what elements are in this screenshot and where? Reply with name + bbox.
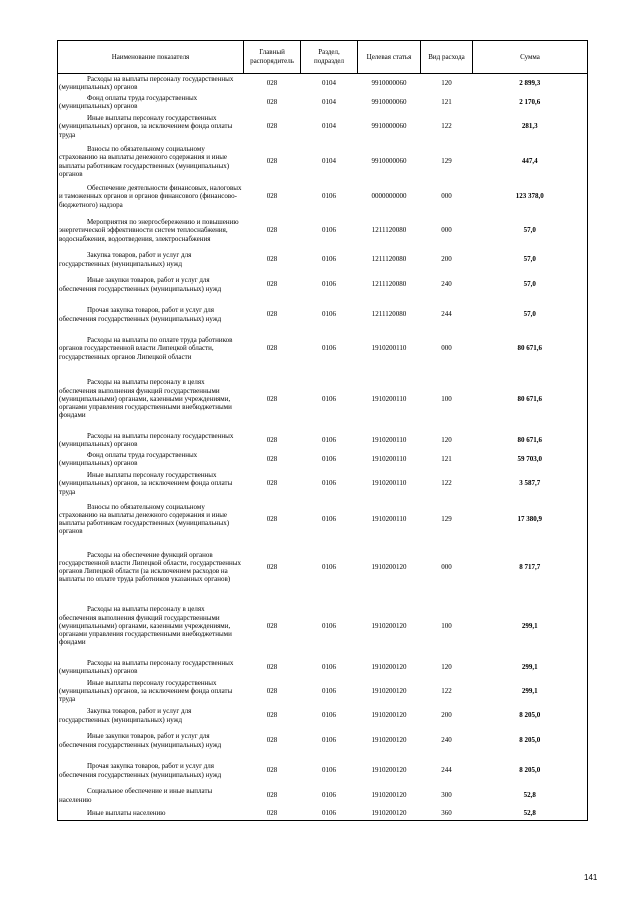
- row-amount: 57,0: [523, 310, 536, 319]
- row-expense-type: 129: [441, 157, 452, 166]
- row-main-manager: 028: [266, 686, 278, 695]
- row-amount: 52,8: [523, 791, 536, 800]
- row-expense-type: 100: [441, 394, 452, 403]
- row-target-item: 1211120080: [371, 310, 407, 319]
- table-row: [58, 74, 588, 93]
- row-section: 0104: [322, 79, 336, 88]
- table-row: [58, 112, 588, 142]
- row-indicator-name: Взносы по обязательному социальному страхованию на выплаты денежного содержания и иные выплаты работникам государственных (муниципальных) органов: [59, 502, 230, 536]
- table-row: [58, 726, 588, 756]
- row-target-item: 9910000060: [371, 79, 407, 88]
- row-amount: 80 671,6: [517, 344, 542, 353]
- table-row: [58, 270, 588, 300]
- row-amount: 57,0: [523, 280, 536, 289]
- table-row: [58, 300, 588, 330]
- row-indicator-name: Закупка товаров, работ и услуг для государственных (муниципальных) нужд: [59, 707, 192, 724]
- row-amount: 281,3: [521, 122, 538, 131]
- table-row: [58, 756, 588, 786]
- row-expense-type: 121: [441, 97, 452, 106]
- row-target-item: 1910200110: [371, 479, 407, 488]
- row-expense-type: 000: [441, 192, 452, 201]
- row-section: 0106: [322, 255, 336, 264]
- row-amount: 447,4: [521, 157, 538, 166]
- row-indicator-name: Иные закупки товаров, работ и услуг для обеспечения государственных (муниципальных) нужд: [59, 276, 222, 293]
- row-amount: 2 899,3: [519, 79, 541, 88]
- row-indicator-name: Иные выплаты персоналу государственных (муниципальных) органов, за исключением фонда оплаты труда: [59, 678, 233, 704]
- row-main-manager: 028: [266, 662, 278, 671]
- row-indicator-name: Взносы по обязательному социальному страхованию на выплаты денежного содержания и иные выплаты работникам государственных (муниципальных) органов: [59, 145, 230, 178]
- row-expense-type: 129: [441, 514, 452, 523]
- row-target-item: 1910200120: [371, 686, 407, 695]
- row-indicator-name: Прочая закупка товаров, работ и услуг для обеспечения государственных (муниципальных) нужд: [59, 762, 222, 779]
- row-section: 0106: [322, 479, 336, 488]
- row-section: 0106: [322, 344, 336, 353]
- row-section: 0106: [322, 686, 336, 695]
- row-indicator-name: Прочая закупка товаров, работ и услуг для обеспечения государственных (муниципальных) нужд: [59, 306, 222, 323]
- row-amount: 8 205,0: [519, 736, 541, 745]
- row-main-manager: 028: [266, 122, 278, 131]
- row-target-item: 1910200120: [371, 562, 407, 571]
- table-row: [58, 469, 588, 499]
- row-main-manager: 028: [266, 97, 278, 106]
- page-number: 141: [584, 873, 598, 882]
- row-expense-type: 120: [441, 79, 452, 88]
- row-expense-type: 100: [441, 621, 452, 630]
- row-amount: 299,1: [521, 686, 538, 695]
- table-row: [58, 368, 588, 431]
- row-section: 0104: [322, 157, 336, 166]
- row-expense-type: 120: [441, 435, 452, 444]
- row-main-manager: 028: [266, 280, 278, 289]
- row-amount: 3 587,7: [519, 479, 541, 488]
- table-header-row: [58, 41, 588, 74]
- row-section: 0106: [322, 226, 336, 235]
- row-section: 0106: [322, 662, 336, 671]
- table-row: [58, 499, 588, 540]
- budget-table: [57, 40, 588, 821]
- row-section: 0106: [322, 711, 336, 720]
- row-target-item: 1910200120: [371, 766, 407, 775]
- row-section: 0106: [322, 766, 336, 775]
- row-section: 0106: [322, 435, 336, 444]
- row-expense-type: 200: [441, 711, 452, 720]
- row-main-manager: 028: [266, 226, 278, 235]
- row-amount: 299,1: [521, 621, 538, 630]
- row-expense-type: 120: [441, 662, 452, 671]
- row-main-manager: 028: [266, 791, 278, 800]
- table-row: [58, 706, 588, 726]
- table-row: [58, 677, 588, 706]
- row-main-manager: 028: [266, 394, 278, 403]
- table-row: [58, 93, 588, 112]
- table-row: [58, 806, 588, 821]
- row-indicator-name: Фонд оплаты труда государственных (муниципальных) органов: [59, 450, 198, 467]
- header-section: Раздел, подраздел: [301, 41, 358, 74]
- row-indicator-name: Расходы на выплаты персоналу государственных (муниципальных) органов: [59, 658, 234, 675]
- row-main-manager: 028: [266, 310, 278, 319]
- row-target-item: 9910000060: [371, 122, 407, 131]
- row-indicator-name: Мероприятия по энергосбережению и повышению энергетической эффективности систем теплоснабжения, водоснабжения, водоотведения, электроснабжения: [59, 218, 239, 243]
- row-main-manager: 028: [266, 255, 278, 264]
- row-amount: 80 671,6: [517, 435, 542, 444]
- row-indicator-name: Расходы на выплаты по оплате труда работников органов государственной власти Липецкой области, государственных органов Липецкой области: [59, 336, 233, 361]
- table-row: [58, 431, 588, 450]
- table-row: [58, 182, 588, 212]
- row-target-item: 1211120080: [371, 280, 407, 289]
- row-target-item: 1910200110: [371, 454, 407, 463]
- row-target-item: 1910200120: [371, 621, 407, 630]
- row-expense-type: 360: [441, 808, 452, 817]
- row-indicator-name: Расходы на выплаты персоналу государственных (муниципальных) органов: [59, 75, 234, 92]
- row-main-manager: 028: [266, 736, 278, 745]
- table-row: [58, 330, 588, 368]
- row-expense-type: 300: [441, 791, 452, 800]
- row-amount: 8 205,0: [519, 766, 541, 775]
- row-target-item: 1910200120: [371, 711, 407, 720]
- header-indicator-name: Наименование показателя: [58, 41, 244, 74]
- row-section: 0104: [322, 97, 336, 106]
- row-amount: 59 703,0: [517, 454, 542, 463]
- row-amount: 57,0: [523, 255, 536, 264]
- row-section: 0106: [322, 394, 336, 403]
- row-expense-type: 122: [441, 479, 452, 488]
- row-indicator-name: Обеспечение деятельности финансовых, налоговых и таможенных органов и органов финансового (финансово-бюджетного) надзора: [59, 184, 242, 209]
- row-section: 0106: [322, 454, 336, 463]
- row-main-manager: 028: [266, 514, 278, 523]
- row-main-manager: 028: [266, 562, 278, 571]
- row-target-item: 1910200110: [371, 344, 407, 353]
- row-target-item: 1910200120: [371, 791, 407, 800]
- row-target-item: 1211120080: [371, 226, 407, 235]
- row-main-manager: 028: [266, 479, 278, 488]
- row-amount: 2 170,6: [519, 97, 541, 106]
- row-section: 0106: [322, 514, 336, 523]
- row-amount: 57,0: [523, 226, 536, 235]
- row-main-manager: 028: [266, 711, 278, 720]
- row-indicator-name: Расходы на выплаты персоналу в целях обеспечения выполнения функций государственными (муниципальными) органами, казенными учреждениями, органами управления государственными внебюджетными фондами: [59, 378, 232, 420]
- row-section: 0106: [322, 310, 336, 319]
- row-expense-type: 122: [441, 122, 452, 131]
- row-indicator-name: Закупка товаров, работ и услуг для государственных (муниципальных) нужд: [59, 251, 192, 268]
- table-row: [58, 540, 588, 595]
- row-amount: 80 671,6: [517, 394, 542, 403]
- row-indicator-name: Иные выплаты персоналу государственных (муниципальных) органов, за исключением фонда оплаты труда: [59, 471, 233, 496]
- row-expense-type: 244: [441, 310, 452, 319]
- row-section: 0106: [322, 280, 336, 289]
- table-row: [58, 450, 588, 469]
- row-main-manager: 028: [266, 157, 278, 166]
- row-section: 0106: [322, 562, 336, 571]
- row-target-item: 1910200120: [371, 808, 407, 817]
- row-expense-type: 121: [441, 454, 452, 463]
- row-section: 0106: [322, 791, 336, 800]
- row-main-manager: 028: [266, 454, 278, 463]
- row-main-manager: 028: [266, 435, 278, 444]
- row-expense-type: 240: [441, 280, 452, 289]
- row-main-manager: 028: [266, 808, 278, 817]
- row-amount: 123 378,0: [515, 192, 544, 201]
- row-main-manager: 028: [266, 79, 278, 88]
- row-main-manager: 028: [266, 192, 278, 201]
- header-expense-type: Вид расхода: [421, 41, 473, 74]
- row-indicator-name: Социальное обеспечение и иные выплаты населению: [59, 787, 213, 804]
- row-section: 0106: [322, 808, 336, 817]
- header-amount: Сумма: [473, 41, 588, 74]
- header-main-manager: Главный распорядитель: [244, 41, 301, 74]
- row-expense-type: 240: [441, 736, 452, 745]
- row-target-item: 1910200110: [371, 435, 407, 444]
- row-target-item: 1910200110: [371, 394, 407, 403]
- row-section: 0106: [322, 736, 336, 745]
- row-amount: 8 205,0: [519, 711, 541, 720]
- row-main-manager: 028: [266, 766, 278, 775]
- row-amount: 8 717,7: [519, 562, 541, 571]
- row-expense-type: 000: [441, 226, 452, 235]
- row-section: 0106: [322, 621, 336, 630]
- row-amount: 17 380,9: [517, 514, 542, 523]
- header-target-item: Целевая статья: [358, 41, 421, 74]
- row-expense-type: 000: [441, 344, 452, 353]
- row-target-item: 1211120080: [371, 255, 407, 264]
- row-target-item: 9910000060: [371, 157, 407, 166]
- row-target-item: 0000000000: [371, 192, 407, 201]
- row-section: 0104: [322, 122, 336, 131]
- row-amount: 299,1: [521, 662, 538, 671]
- budget-table-sheet: [57, 40, 587, 821]
- table-row: [58, 142, 588, 182]
- row-section: 0106: [322, 192, 336, 201]
- row-target-item: 1910200120: [371, 662, 407, 671]
- row-main-manager: 028: [266, 344, 278, 353]
- row-indicator-name: Иные закупки товаров, работ и услуг для обеспечения государственных (муниципальных) нужд: [59, 732, 222, 749]
- row-main-manager: 028: [266, 621, 278, 630]
- row-expense-type: 200: [441, 255, 452, 264]
- row-indicator-name: Иные выплаты населению: [87, 808, 166, 817]
- table-row: [58, 786, 588, 806]
- row-target-item: 1910200120: [371, 736, 407, 745]
- row-indicator-name: Расходы на выплаты персоналу государственных (муниципальных) органов: [59, 431, 234, 448]
- row-target-item: 9910000060: [371, 97, 407, 106]
- row-expense-type: 000: [441, 562, 452, 571]
- row-amount: 52,8: [523, 808, 536, 817]
- table-row: [58, 250, 588, 270]
- row-indicator-name: Расходы на обеспечение функций органов государственной власти Липецкой области, государственных органов Липецкой области (за исключением расходов на выплаты по оплате труда работников указанных органов): [59, 550, 241, 584]
- row-target-item: 1910200110: [371, 514, 407, 523]
- row-expense-type: 122: [441, 686, 452, 695]
- table-row: [58, 212, 588, 250]
- row-indicator-name: Иные выплаты персоналу государственных (муниципальных) органов, за исключением фонда оплаты труда: [59, 114, 233, 139]
- table-row: [58, 595, 588, 658]
- table-row: [58, 658, 588, 677]
- row-indicator-name: Расходы на выплаты персоналу в целях обеспечения выполнения функций государственными (муниципальными) органами, казенными учреждениями, органами управления государственными внебюджетными фондами: [59, 605, 232, 647]
- row-indicator-name: Фонд оплаты труда государственных (муниципальных) органов: [59, 93, 198, 110]
- row-expense-type: 244: [441, 766, 452, 775]
